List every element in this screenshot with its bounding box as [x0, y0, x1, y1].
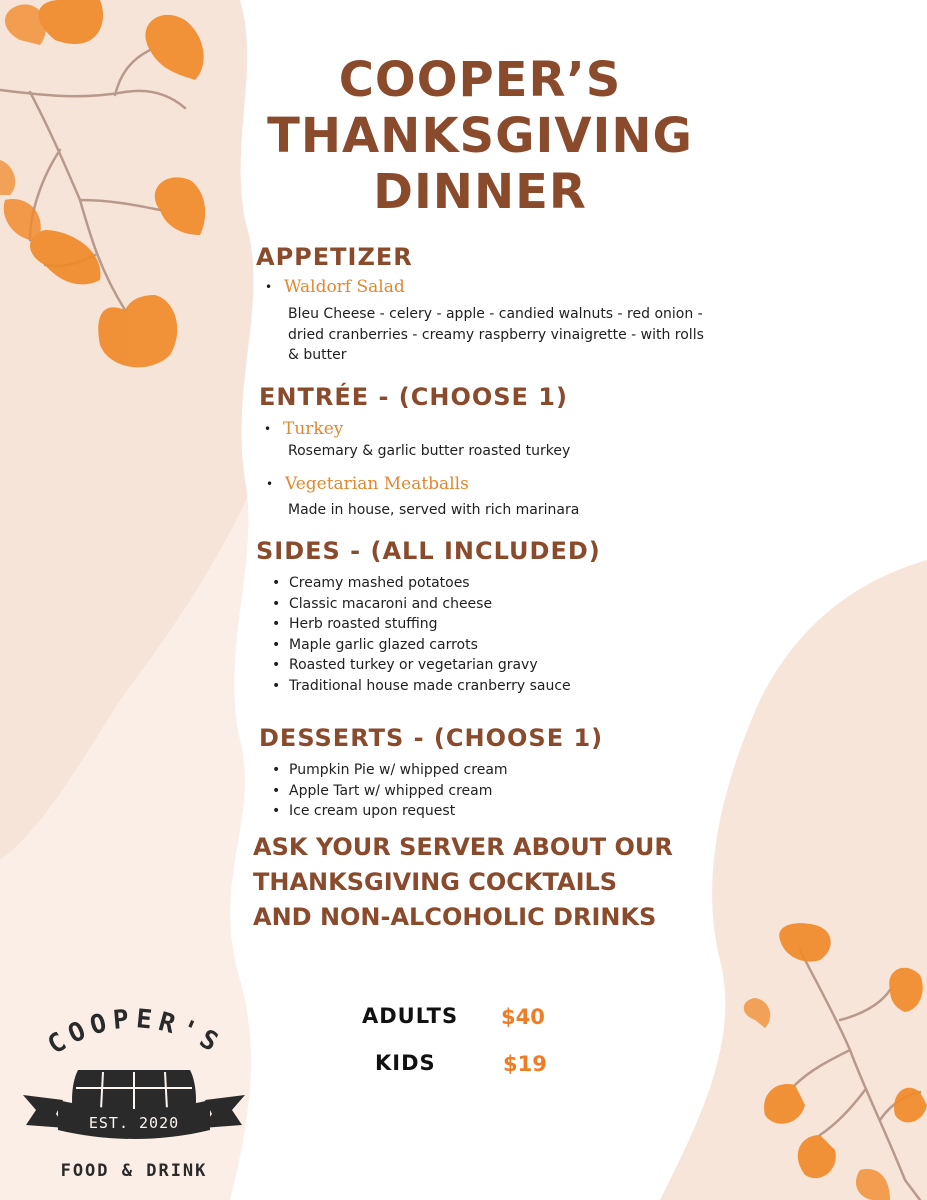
list-item: • Apple Tart w/ whipped cream — [270, 781, 508, 802]
appetizer-description — [288, 304, 704, 366]
entree-heading: ENTRÉE - (CHOOSE 1) — [259, 383, 568, 411]
ginkgo-branch-bottom-right-icon — [740, 920, 927, 1200]
menu-title — [230, 52, 730, 220]
list-item: • Classic macaroni and cheese — [270, 594, 571, 615]
list-item: • Roasted turkey or vegetarian gravy — [270, 655, 571, 676]
coopers-logo — [18, 1000, 250, 1190]
kids-price-label: KIDS — [375, 1051, 436, 1075]
title-line-3: DINNER — [373, 164, 587, 220]
entree-item-name: • Turkey — [283, 418, 343, 440]
list-item: • Ice cream upon request — [270, 801, 508, 822]
ginkgo-branch-top-left-icon — [0, 0, 225, 380]
list-item: • Traditional house made cranberry sauce — [270, 676, 571, 697]
list-item: • Maple garlic glazed carrots — [270, 635, 571, 656]
drinks-notice-line: ASK YOUR SERVER ABOUT OUR — [253, 833, 673, 861]
drinks-notice-line: AND NON-ALCOHOLIC DRINKS — [253, 903, 657, 931]
list-item: • Pumpkin Pie w/ whipped cream — [270, 760, 508, 781]
kids-price-value: $19 — [503, 1052, 547, 1076]
logo-name: COOPER'S — [42, 1004, 229, 1061]
entree-item-description: Made in house, served with rich marinara — [288, 502, 580, 518]
logo-est-text: EST. 2020 — [88, 1114, 180, 1132]
list-item: • Creamy mashed potatoes — [270, 573, 571, 594]
appetizer-heading: APPETIZER — [256, 243, 413, 271]
adults-price-value: $40 — [501, 1005, 545, 1029]
entree-item-description: Rosemary & garlic butter roasted turkey — [288, 443, 571, 459]
sides-list — [270, 573, 571, 696]
appetizer-desc-line: & butter — [288, 347, 347, 363]
drinks-notice — [253, 830, 753, 935]
title-line-1: COOPER’S — [338, 52, 622, 108]
sides-heading: SIDES - (ALL INCLUDED) — [256, 537, 601, 565]
logo-tagline: FOOD & DRINK — [60, 1161, 208, 1181]
title-line-2: THANKSGIVING — [267, 108, 693, 164]
desserts-list — [270, 760, 508, 822]
appetizer-desc-line: dried cranberries - creamy raspberry vinaigrette - with rolls — [288, 326, 704, 343]
drinks-notice-line: THANKSGIVING COCKTAILS — [253, 868, 618, 896]
entree-item-name: • Vegetarian Meatballs — [285, 473, 469, 495]
appetizer-desc-line: Bleu Cheese - celery - apple - candied walnuts - red onion - — [288, 306, 703, 322]
appetizer-item-name: • Waldorf Salad — [284, 276, 405, 298]
adults-price-label: ADULTS — [362, 1004, 459, 1028]
list-item: • Herb roasted stuffing — [270, 614, 571, 635]
desserts-heading: DESSERTS - (CHOOSE 1) — [259, 724, 604, 752]
